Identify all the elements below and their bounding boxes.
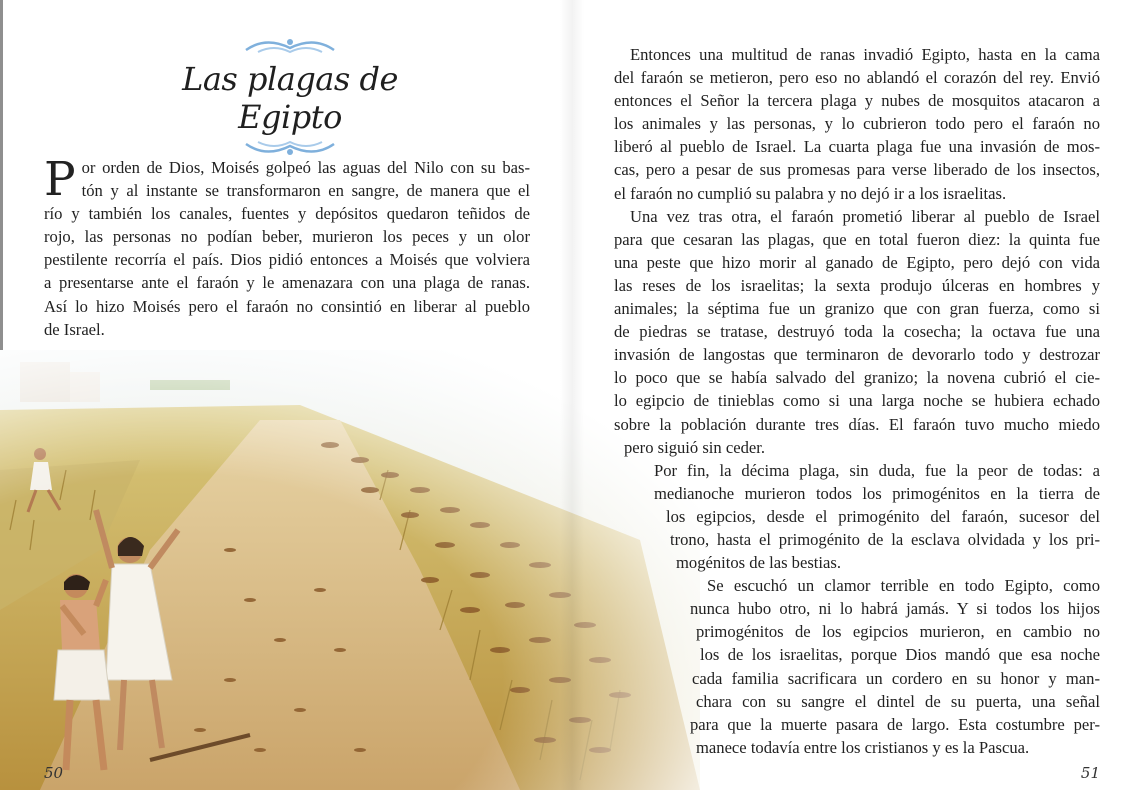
drop-cap: P bbox=[44, 152, 76, 207]
text-line: de Israel. bbox=[44, 319, 105, 339]
text-line: una peste que hizo morir al ganado de Egipto, pero dejó con vida bbox=[614, 252, 1100, 272]
page-number-left: 50 bbox=[44, 764, 64, 782]
text-line: a presentarse ante el faraón y le amenazara con una plaga de ranas. bbox=[44, 273, 530, 293]
text-line: tón y al instante se transformaron en sangre, de manera que el bbox=[81, 181, 530, 201]
title-block bbox=[140, 36, 440, 136]
locust-plague-illustration bbox=[0, 350, 700, 790]
text-line: primogénitos de los egipcios murieron, en cambio no bbox=[696, 622, 1100, 642]
text-line: para que cesaran las plagas, que en total fueron diez: la quinta fue bbox=[614, 229, 1100, 249]
text-line: animales; la séptima fue un granizo que con gran fuerza, como si bbox=[614, 299, 1100, 319]
text-line: manece todavía entre los cristianos y es la Pascua. bbox=[696, 737, 1030, 757]
text-line: Entonces una multitud de ranas invadió Egipto, hasta en la cama bbox=[630, 45, 1100, 64]
text-line: Se escuchó un clamor terrible en todo Egipto, como bbox=[707, 576, 1100, 596]
paragraph-3 bbox=[614, 459, 1100, 574]
text-line: del faraón se metieron, pero eso no ablandó el corazón del rey. Envió bbox=[614, 68, 1100, 88]
paragraph-2 bbox=[614, 205, 1100, 459]
text-line: las reses de los israelitas; la sexta produjo úlceras en hombres y bbox=[614, 275, 1100, 295]
text-line: or orden de Dios, Moisés golpeó las aguas del Nilo con su bas- bbox=[81, 158, 530, 177]
text-line: sobre la población durante tres días. El faraón tuvo mucho miedo bbox=[614, 414, 1100, 434]
text-line: el faraón no cumplió su palabra y no dejó ir a los israelitas. bbox=[614, 183, 1007, 203]
text-line: medianoche murieron todos los primogénitos en la tierra de bbox=[654, 483, 1100, 503]
right-body-text bbox=[614, 43, 1100, 759]
text-line: pero siguió sin ceder. bbox=[624, 437, 766, 457]
text-line: lo egipcio de tinieblas como si una larga noche se hubiera echado bbox=[614, 391, 1100, 411]
text-line: los de los israelitas, porque Dios mandó que esa noche bbox=[700, 645, 1100, 665]
page-number-right: 51 bbox=[1080, 764, 1100, 782]
text-line: nunca hubo otro, ni lo habrá jamás. Y si todos los hijos bbox=[690, 599, 1100, 619]
text-line: entonces el Señor la tercera plaga y nubes de mosquitos atacaron a bbox=[614, 91, 1100, 111]
text-line: trono, hasta el primogénito de la esclava olvidada y los pri- bbox=[670, 529, 1100, 549]
text-line: para que la muerte pasara de largo. Esta costumbre per- bbox=[690, 714, 1100, 734]
text-line: pestilente recorría el país. Dios pidió entonces a Moisés que volviera bbox=[44, 250, 530, 270]
text-line: cas, pero a pesar de sus promesas para verse liberado de los insectos, bbox=[614, 160, 1100, 180]
text-line: los egipcios, desde el primogénito del faraón, sucesor del bbox=[666, 506, 1100, 526]
paragraph-1 bbox=[614, 43, 1100, 205]
text-line: Por fin, la décima plaga, sin duda, fue la peor de todas: a bbox=[654, 460, 1100, 480]
text-line: de piedras se tratase, destruyó toda la cosecha; la octava fue una bbox=[614, 322, 1100, 342]
book-gutter bbox=[560, 0, 584, 790]
wave-ornament-bottom-icon bbox=[242, 138, 338, 158]
text-line: chara con su sangre el dintel de su puerta, una señal bbox=[696, 691, 1100, 711]
text-line: invasión de langostas que terminaron de devorarlo todo y destrozar bbox=[614, 345, 1100, 365]
wave-ornament-top-icon bbox=[242, 36, 338, 56]
text-line: liberó al pueblo de Israel. La cuarta plaga fue una invasión de mos- bbox=[614, 137, 1100, 157]
text-line: río y también los canales, fuentes y depósitos quedaron teñidos de bbox=[44, 204, 530, 224]
text-line: Así lo hizo Moisés pero el faraón no consintió en liberar al pueblo bbox=[44, 296, 530, 316]
page-title: Las plagas de Egipto bbox=[182, 60, 398, 136]
text-line: Una vez tras otra, el faraón prometió liberar al pueblo de Israel bbox=[630, 206, 1100, 226]
text-line: rojo, las personas no podían beber, murieron los peces y un olor bbox=[44, 227, 530, 247]
text-line: lo poco que se había salvado del granizo; la novena cubrió el cie- bbox=[614, 368, 1100, 388]
text-line: cada familia sacrificara un cordero en su honor y man- bbox=[692, 668, 1100, 688]
paragraph-4 bbox=[614, 574, 1100, 759]
left-body-text bbox=[44, 152, 530, 341]
text-line: mogénitos de las bestias. bbox=[676, 553, 841, 573]
text-line: los animales y las personas, y lo cubrieron todo pero el faraón no bbox=[614, 114, 1100, 134]
